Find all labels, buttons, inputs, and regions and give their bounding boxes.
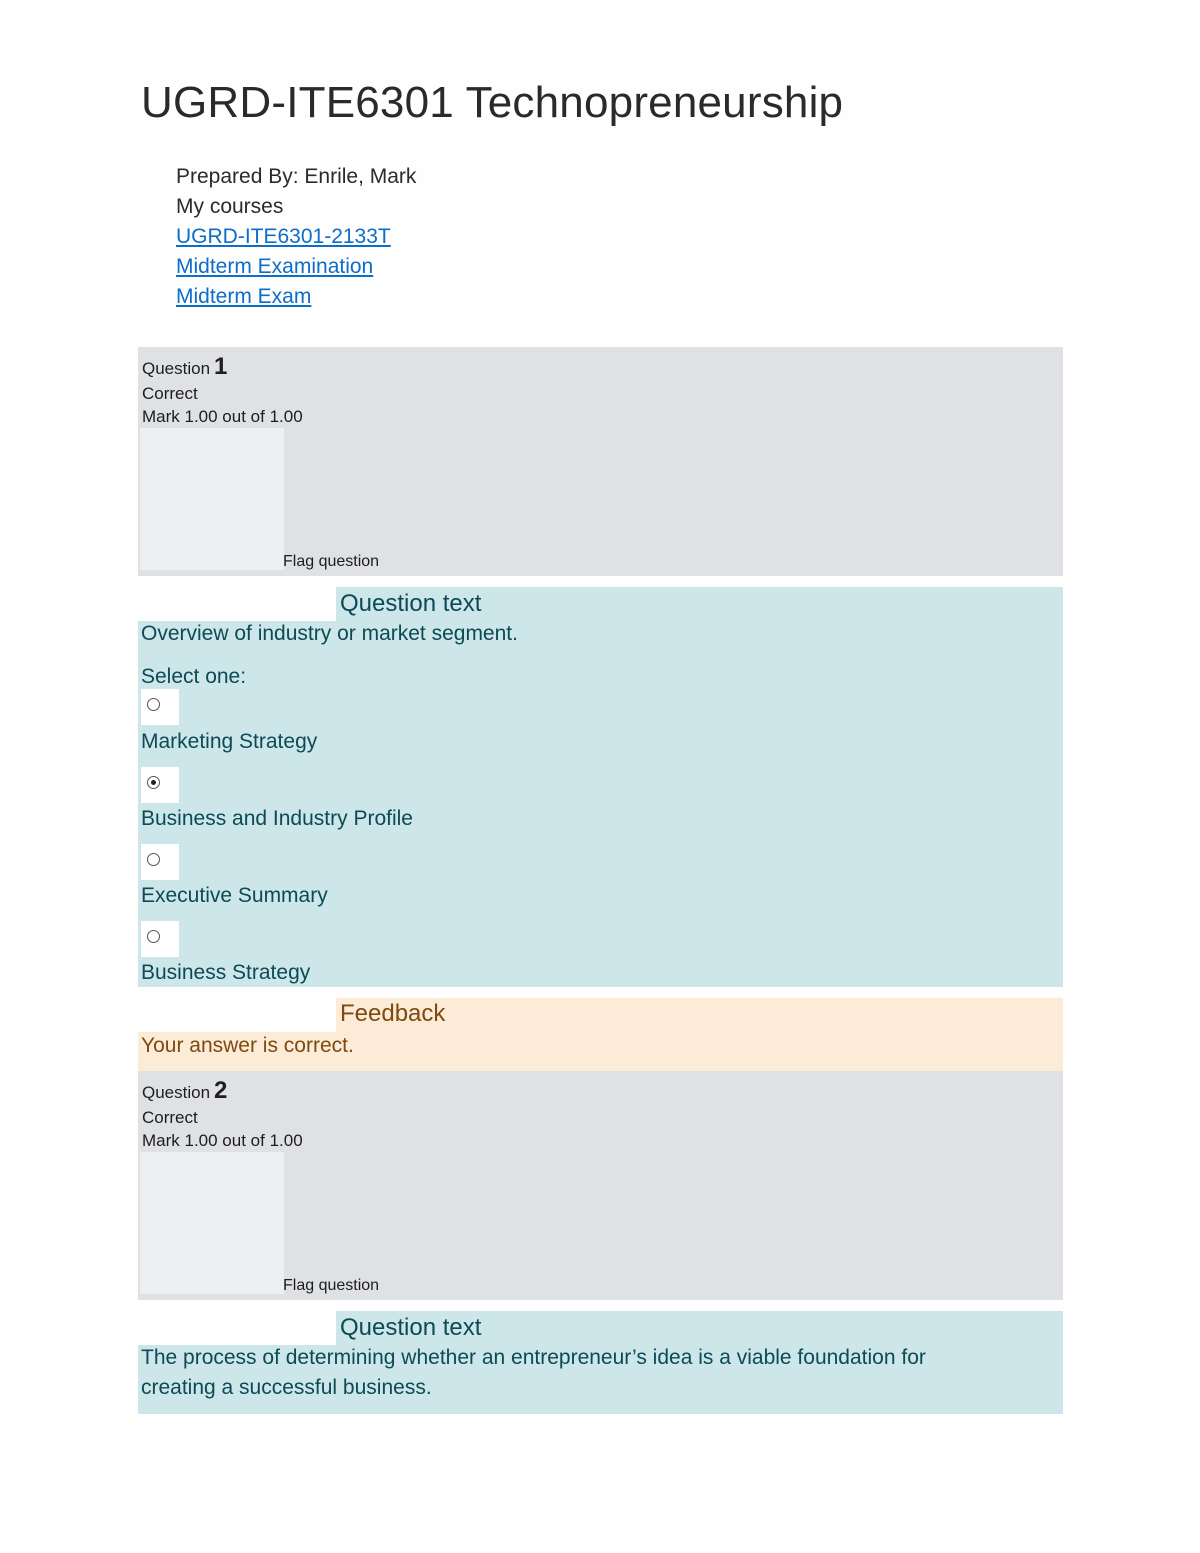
- breadcrumb-course-link[interactable]: UGRD-ITE6301-2133T: [176, 225, 391, 248]
- my-courses-label: My courses: [176, 195, 284, 218]
- flag-question-link[interactable]: Flag question: [283, 553, 380, 570]
- option-label-2[interactable]: Business and Industry Profile: [141, 807, 413, 830]
- question-label-text: Question: [142, 359, 211, 378]
- question-mark: Mark 1.00 out of 1.00: [142, 1131, 303, 1150]
- breadcrumb-section-link[interactable]: Midterm Examination: [176, 255, 374, 278]
- flag-question-link[interactable]: Flag question: [283, 1277, 380, 1294]
- radio-icon: [147, 698, 160, 711]
- option-radio-4[interactable]: [141, 921, 179, 957]
- question-text-line-1: The process of determining whether an entrepreneur’s idea is a viable foundation for: [141, 1346, 926, 1369]
- heading-spacer: [138, 1311, 336, 1345]
- option-radio-2[interactable]: [141, 767, 179, 803]
- option-label-1[interactable]: Marketing Strategy: [141, 730, 318, 753]
- radio-icon: [147, 930, 160, 943]
- question-label-text: Question: [142, 1083, 211, 1102]
- question-state: Correct: [142, 384, 198, 403]
- flag-question-area[interactable]: [140, 428, 284, 570]
- question-1-content: [138, 587, 1063, 987]
- question-text-line-2: creating a successful business.: [141, 1376, 432, 1399]
- select-one-prompt: Select one:: [141, 665, 247, 688]
- heading-spacer: [138, 998, 336, 1032]
- breadcrumb-quiz-link[interactable]: Midterm Exam: [176, 285, 312, 308]
- question-text: Overview of industry or market segment.: [141, 622, 518, 645]
- course-meta: [176, 162, 416, 312]
- radio-checked-icon: [147, 776, 160, 789]
- prepared-by: Prepared By: Enrile, Mark: [176, 165, 417, 188]
- question-number: 1: [214, 353, 228, 380]
- question-text-heading: Question text: [336, 1311, 1063, 1345]
- question-2-info: [138, 1071, 1063, 1300]
- flag-question-area[interactable]: [140, 1152, 284, 1294]
- feedback-heading: Feedback: [340, 1000, 446, 1027]
- question-text-heading: Question text: [336, 587, 1063, 621]
- option-label-3[interactable]: Executive Summary: [141, 884, 328, 907]
- question-label: [142, 1077, 227, 1105]
- question-2-content: [138, 1311, 1063, 1414]
- question-mark: Mark 1.00 out of 1.00: [142, 407, 303, 426]
- feedback-text: Your answer is correct.: [141, 1034, 354, 1057]
- question-1-info: [138, 347, 1063, 576]
- feedback-panel: [138, 998, 1063, 1071]
- question-label: [142, 353, 227, 381]
- option-radio-1[interactable]: [141, 689, 179, 725]
- page-title: UGRD-ITE6301 Technopreneurship: [141, 78, 844, 127]
- radio-icon: [147, 853, 160, 866]
- option-label-4[interactable]: Business Strategy: [141, 961, 311, 984]
- question-number: 2: [214, 1077, 228, 1104]
- question-state: Correct: [142, 1108, 198, 1127]
- option-radio-3[interactable]: [141, 844, 179, 880]
- heading-spacer: [138, 587, 336, 621]
